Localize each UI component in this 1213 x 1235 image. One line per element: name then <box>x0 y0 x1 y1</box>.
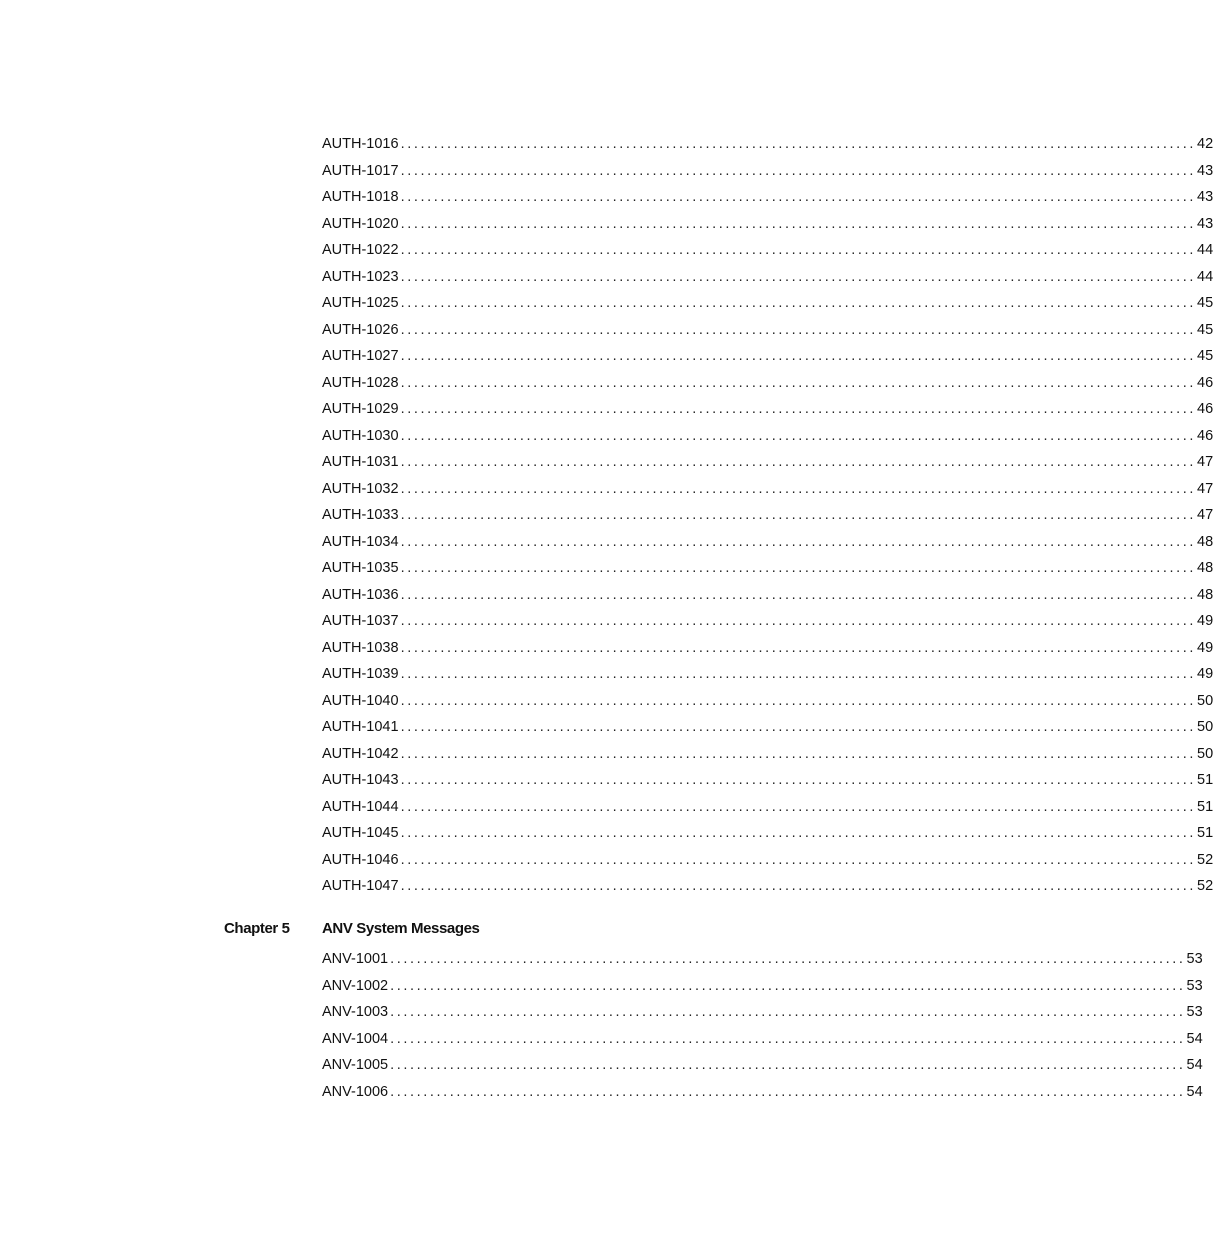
toc-entry-label: AUTH-1037 <box>322 613 399 629</box>
toc-entry-page: 45 <box>1197 295 1213 311</box>
dot-leader: ........................................................................................................................ <box>400 374 1196 391</box>
toc-entry-label: AUTH-1022 <box>322 242 399 258</box>
toc-entry-label: AUTH-1043 <box>322 772 399 788</box>
dot-leader: ........................................................................................................................ <box>400 586 1196 603</box>
toc-entry[interactable] <box>322 873 1213 900</box>
toc-entry[interactable] <box>322 449 1213 476</box>
dot-leader: ........................................................................................................................ <box>400 189 1196 205</box>
dot-leader: ........................................................................................................................ <box>400 666 1196 682</box>
toc-entry[interactable] <box>322 741 1213 768</box>
toc-entry[interactable] <box>322 847 1213 874</box>
toc-entry-label: AUTH-1047 <box>322 878 399 894</box>
toc-entry-page: 45 <box>1197 321 1213 338</box>
dot-leader: ........................................................................................................................ <box>400 268 1196 285</box>
toc-entry-page: 42 <box>1197 136 1213 152</box>
toc-entry-page: 43 <box>1197 215 1213 232</box>
toc-entry[interactable] <box>322 264 1213 291</box>
dot-leader: ........................................................................................................................ <box>400 533 1196 550</box>
dot-leader: ........................................................................................................................ <box>400 136 1196 152</box>
toc-entry-label: AUTH-1028 <box>322 374 399 391</box>
toc-entry[interactable] <box>322 158 1213 185</box>
toc-entry[interactable] <box>322 131 1213 158</box>
dot-leader: ........................................................................................................................ <box>400 745 1196 762</box>
toc-entry-page: 47 <box>1197 454 1213 470</box>
toc-entry-label: ANV-1002 <box>322 977 389 994</box>
dot-leader: ........................................................................................................................ <box>400 162 1196 179</box>
toc-entry[interactable] <box>322 635 1213 662</box>
toc-entry-page: 49 <box>1197 613 1213 629</box>
dot-leader: ........................................................................................................................ <box>400 401 1196 417</box>
toc-entry[interactable] <box>322 767 1213 794</box>
dot-leader: ........................................................................................................................ <box>390 1057 1186 1073</box>
toc-entry-label: AUTH-1017 <box>322 162 399 179</box>
toc-entry-label: ANV-1004 <box>322 1030 389 1047</box>
toc-entry[interactable] <box>322 999 1203 1026</box>
toc-entry[interactable] <box>322 211 1213 238</box>
toc-entry-page: 51 <box>1197 825 1213 841</box>
toc-entry-label: AUTH-1016 <box>322 136 399 152</box>
toc-entry[interactable] <box>322 582 1213 609</box>
toc-entry-label: AUTH-1042 <box>322 745 399 762</box>
toc-entry-page: 51 <box>1197 798 1213 815</box>
chapter-label: Chapter 5 <box>224 920 290 937</box>
toc-entry-label: AUTH-1041 <box>322 719 399 735</box>
dot-leader: ........................................................................................................................ <box>400 215 1196 232</box>
toc-entry[interactable] <box>322 794 1213 821</box>
dot-leader: ........................................................................................................................ <box>390 977 1186 994</box>
toc-entry-label: AUTH-1035 <box>322 560 399 576</box>
toc-entry[interactable] <box>322 343 1213 370</box>
toc-entry-page: 44 <box>1197 268 1213 285</box>
dot-leader: ........................................................................................................................ <box>400 825 1196 841</box>
toc-entry[interactable] <box>322 608 1213 635</box>
toc-entry-page: 46 <box>1197 427 1213 444</box>
dot-leader: ........................................................................................................................ <box>400 692 1196 709</box>
toc-entry[interactable] <box>322 946 1203 973</box>
toc-entry[interactable] <box>322 396 1213 423</box>
toc-entry-label: AUTH-1026 <box>322 321 399 338</box>
dot-leader: ........................................................................................................................ <box>400 851 1196 868</box>
toc-entry-label: AUTH-1027 <box>322 348 399 364</box>
dot-leader: ........................................................................................................................ <box>400 772 1196 788</box>
toc-entry-page: 54 <box>1186 1030 1203 1047</box>
dot-leader: ........................................................................................................................ <box>400 348 1196 364</box>
toc-entry-label: AUTH-1038 <box>322 639 399 656</box>
dot-leader: ........................................................................................................................ <box>400 427 1196 444</box>
toc-entry-label: AUTH-1044 <box>322 798 399 815</box>
toc-entry[interactable] <box>322 1052 1203 1079</box>
toc-entry-page: 52 <box>1197 851 1213 868</box>
toc-entry[interactable] <box>322 1079 1203 1106</box>
toc-entry-label: AUTH-1018 <box>322 189 399 205</box>
toc-entry-page: 48 <box>1197 533 1213 550</box>
toc-entry-page: 49 <box>1197 639 1213 656</box>
toc-entry[interactable] <box>322 423 1213 450</box>
toc-entry-label: AUTH-1020 <box>322 215 399 232</box>
toc-entry-page: 43 <box>1197 189 1213 205</box>
dot-leader: ........................................................................................................................ <box>390 951 1186 967</box>
dot-leader: ........................................................................................................................ <box>390 1004 1186 1020</box>
toc-anv-list <box>322 946 1203 1105</box>
dot-leader: ........................................................................................................................ <box>400 639 1196 656</box>
toc-entry[interactable] <box>322 370 1213 397</box>
toc-entry[interactable] <box>322 688 1213 715</box>
dot-leader: ........................................................................................................................ <box>400 878 1196 894</box>
toc-entry-label: AUTH-1023 <box>322 268 399 285</box>
dot-leader: ........................................................................................................................ <box>400 295 1196 311</box>
dot-leader: ........................................................................................................................ <box>400 321 1196 338</box>
toc-entry-page: 50 <box>1197 745 1213 762</box>
dot-leader: ........................................................................................................................ <box>400 242 1196 258</box>
toc-entry-label: AUTH-1034 <box>322 533 399 550</box>
toc-entry-page: 45 <box>1197 348 1213 364</box>
toc-entry[interactable] <box>322 317 1213 344</box>
toc-entry-page: 46 <box>1197 374 1213 391</box>
toc-entry-label: AUTH-1031 <box>322 454 399 470</box>
toc-entry-label: ANV-1003 <box>322 1004 389 1020</box>
toc-entry-page: 50 <box>1197 692 1213 709</box>
toc-entry-label: AUTH-1032 <box>322 480 399 497</box>
toc-entry-page: 44 <box>1197 242 1213 258</box>
toc-entry[interactable] <box>322 820 1213 847</box>
dot-leader: ........................................................................................................................ <box>400 507 1196 523</box>
toc-entry-page: 53 <box>1186 1004 1203 1020</box>
toc-entry-page: 53 <box>1186 951 1203 967</box>
toc-entry[interactable] <box>322 1026 1203 1053</box>
toc-entry-label: ANV-1001 <box>322 951 389 967</box>
toc-entry-label: ANV-1005 <box>322 1057 389 1073</box>
toc-entry-page: 54 <box>1186 1057 1203 1073</box>
toc-entry[interactable] <box>322 502 1213 529</box>
toc-entry[interactable] <box>322 555 1213 582</box>
toc-entry-page: 53 <box>1186 977 1203 994</box>
toc-entry[interactable] <box>322 237 1213 264</box>
dot-leader: ........................................................................................................................ <box>390 1083 1186 1100</box>
toc-entry-page: 47 <box>1197 480 1213 497</box>
toc-entry-page: 47 <box>1197 507 1213 523</box>
toc-entry-page: 48 <box>1197 586 1213 603</box>
toc-entry-label: AUTH-1039 <box>322 666 399 682</box>
toc-entry-label: AUTH-1025 <box>322 295 399 311</box>
dot-leader: ........................................................................................................................ <box>390 1030 1186 1047</box>
toc-entry-page: 54 <box>1186 1083 1203 1100</box>
dot-leader: ........................................................................................................................ <box>400 560 1196 576</box>
dot-leader: ........................................................................................................................ <box>400 480 1196 497</box>
toc-entry-label: AUTH-1030 <box>322 427 399 444</box>
toc-entry[interactable] <box>322 714 1213 741</box>
toc-auth-list <box>322 131 1213 900</box>
toc-entry-label: ANV-1006 <box>322 1083 389 1100</box>
toc-entry[interactable] <box>322 973 1203 1000</box>
toc-entry[interactable] <box>322 476 1213 503</box>
toc-entry-label: AUTH-1045 <box>322 825 399 841</box>
toc-entry-page: 49 <box>1197 666 1213 682</box>
toc-entry-page: 50 <box>1197 719 1213 735</box>
dot-leader: ........................................................................................................................ <box>400 613 1196 629</box>
toc-entry-label: AUTH-1046 <box>322 851 399 868</box>
toc-entry-label: AUTH-1036 <box>322 586 399 603</box>
toc-entry[interactable] <box>322 290 1213 317</box>
toc-entry-page: 52 <box>1197 878 1213 894</box>
toc-entry[interactable] <box>322 184 1213 211</box>
dot-leader: ........................................................................................................................ <box>400 719 1196 735</box>
toc-entry[interactable] <box>322 529 1213 556</box>
toc-entry-page: 46 <box>1197 401 1213 417</box>
toc-entry-page: 43 <box>1197 162 1213 179</box>
toc-entry-page: 48 <box>1197 560 1213 576</box>
toc-entry-label: AUTH-1040 <box>322 692 399 709</box>
chapter-title[interactable]: ANV System Messages <box>322 920 480 937</box>
dot-leader: ........................................................................................................................ <box>400 454 1196 470</box>
dot-leader: ........................................................................................................................ <box>400 798 1196 815</box>
toc-entry-label: AUTH-1029 <box>322 401 399 417</box>
toc-entry[interactable] <box>322 661 1213 688</box>
toc-entry-label: AUTH-1033 <box>322 507 399 523</box>
toc-entry-page: 51 <box>1197 772 1213 788</box>
